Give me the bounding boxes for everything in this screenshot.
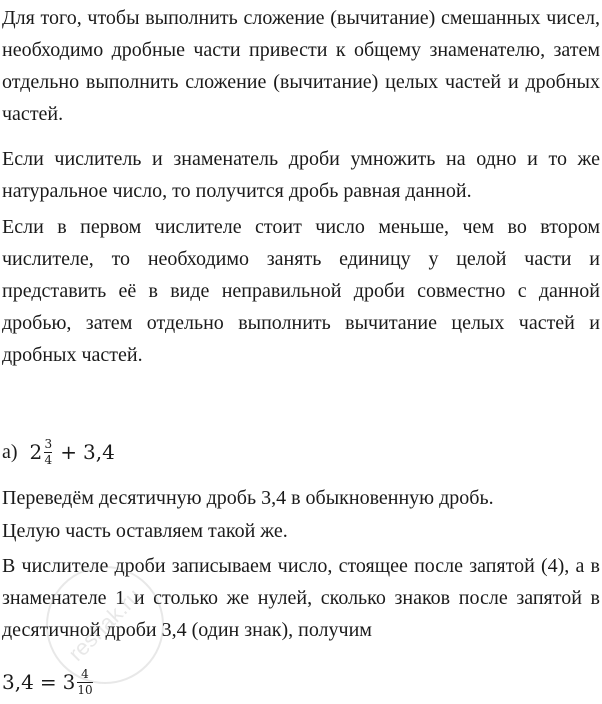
- example-label: а): [2, 440, 18, 463]
- step-keep-whole-part: Целую часть оставляем такой же.: [2, 520, 288, 542]
- decimal-operand: 3,4: [83, 440, 115, 464]
- paragraph-mixed-addition-rule: Для того, чтобы выполнить сложение (вычитание) смешанных чисел, необходимо дробные части привести к общему знаменателю, затем отдельно выполнить сложение (вычитание) целых частей и дробных частей.: [2, 7, 600, 125]
- result-lhs: 3,4: [2, 670, 34, 694]
- mixed-number-whole: 2: [29, 440, 43, 464]
- result-numerator: 4: [81, 666, 89, 681]
- fraction-denominator: 4: [44, 452, 53, 467]
- result-denominator: 10: [77, 682, 93, 697]
- result-equation: [2, 660, 95, 704]
- mixed-number-fraction: [44, 438, 52, 467]
- paragraph-numerator-denominator-explanation: В числителе дроби записываем число, стоящее после запятой (4), а в знаменателе 1 и столько же нулей, сколько знаков после запятой в десятичной дроби 3,4 (один знак), получим: [2, 555, 600, 641]
- result-fraction: [77, 668, 92, 697]
- equals-sign: =: [39, 670, 57, 694]
- fraction-numerator: 3: [44, 436, 53, 451]
- svg-text:reshak.ru: reshak.ru: [63, 583, 146, 666]
- paragraph-borrowing-rule: Если в первом числителе стоит число меньше, чем во втором числителе, то необходимо занять единицу у целой части и представить её в виде неправильной дроби совместно с данной дробью, затем отдельно выполнить вычитание целых частей и дробных частей.: [2, 216, 600, 366]
- result-whole: 3: [62, 670, 76, 694]
- step-convert-decimal: Переведём десятичную дробь 3,4 в обыкновенную дробь.: [2, 487, 494, 509]
- paragraph-equivalent-fraction-rule: Если числитель и знаменатель дроби умножить на одно и то же натуральное число, то получится дробь равная данной.: [2, 148, 600, 202]
- plus-operator: +: [60, 440, 78, 464]
- example-a-expression: [2, 428, 115, 476]
